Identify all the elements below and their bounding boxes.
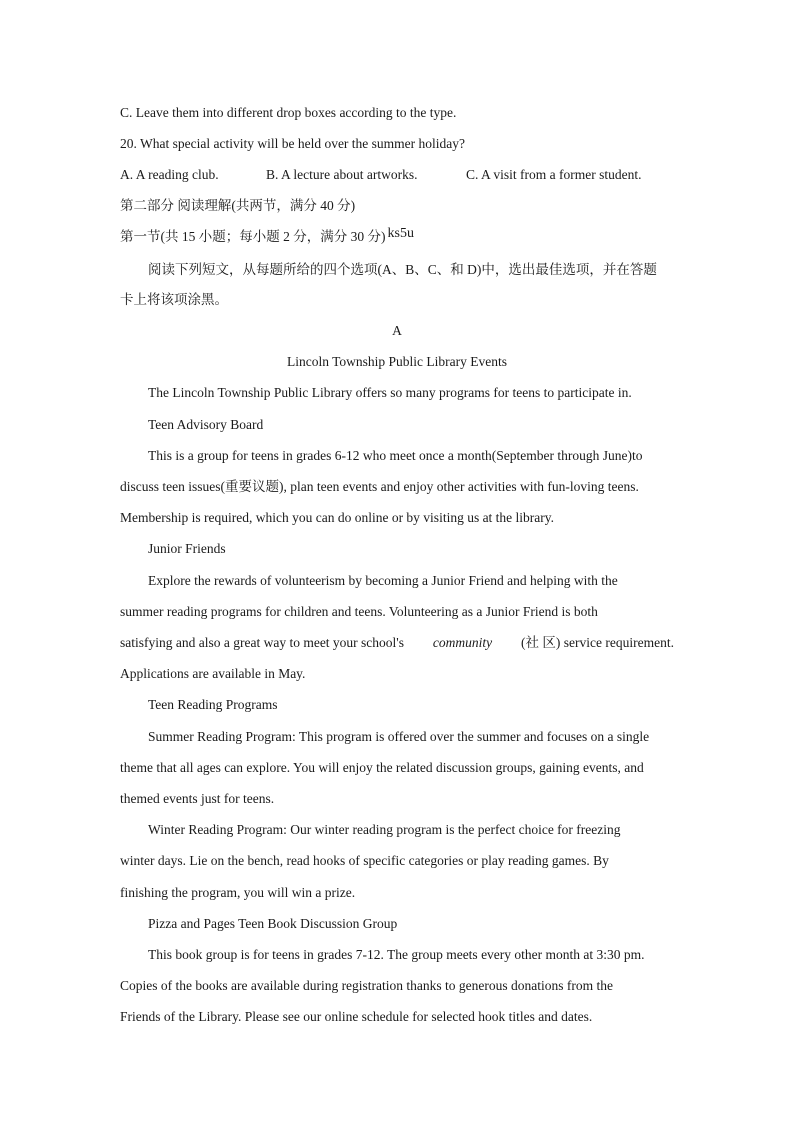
summer-program-line-3: themed events just for teens. — [120, 791, 275, 806]
junior-friends-line-3-end: (社 区) service requirement. — [521, 635, 674, 650]
junior-friends-line-1: Explore the rewards of volunteerism by becoming a Junior Friend and helping with the — [148, 573, 618, 588]
pizza-pages-line-1: This book group is for teens in grades 7-12. The group meets every other month at 3:30 pm. — [148, 947, 645, 962]
summer-program-line-1: Summer Reading Program: This program is offered over the summer and focuses on a single — [148, 729, 650, 744]
q20-question: 20. What special activity will be held over the summer holiday? — [120, 136, 466, 151]
pizza-pages-line-3: Friends of the Library. Please see our online schedule for selected hook titles and dates. — [120, 1009, 593, 1024]
pizza-pages-line-2: Copies of the books are available during registration thanks to generous donations from the — [120, 978, 614, 993]
passage-intro: The Lincoln Township Public Library offers so many programs for teens to participate in. — [148, 385, 632, 400]
teen-advisory-line-2: discuss teen issues(重要议题), plan teen events and enjoy other activities with fun-loving teens. — [120, 479, 639, 494]
q20-options — [120, 166, 674, 184]
winter-program-line-2: winter days. Lie on the bench, read hooks of specific categories or play reading games. By — [120, 853, 609, 868]
winter-program-line-3: finishing the program, you will win a prize. — [120, 885, 356, 900]
teen-advisory-line-3: Membership is required, which you can do online or by visiting us at the library. — [120, 510, 555, 525]
junior-friends-line-2: summer reading programs for children and teens. Volunteering as a Junior Friend is both — [120, 604, 598, 619]
section-one-heading-row — [120, 228, 674, 247]
instructions-line-1: 阅读下列短文，从每题所给的四个选项(A、B、C、和 D)中，选出最佳选项，并在答题 — [148, 262, 657, 277]
watermark-text: ks5u — [387, 226, 414, 241]
teen-reading-heading: Teen Reading Programs — [148, 697, 278, 712]
junior-friends-line-4: Applications are available in May. — [120, 666, 306, 681]
teen-advisory-heading: Teen Advisory Board — [148, 417, 264, 432]
summer-program-line-2: theme that all ages can explore. You will enjoy the related discussion groups, gaining events, and — [120, 760, 644, 775]
community-word: community — [432, 635, 493, 650]
section-one-heading: 第一节(共 15 小题；每小题 2 分，满分 30 分) — [120, 229, 386, 244]
q20-option-c: C. A visit from a former student. — [466, 167, 642, 182]
passage-title: Lincoln Township Public Library Events — [286, 354, 508, 369]
winter-program-line-1: Winter Reading Program: Our winter reading program is the perfect choice for freezing — [148, 822, 621, 837]
q19-option-c: C. Leave them into different drop boxes according to the type. — [120, 105, 457, 120]
part-two-heading: 第二部分 阅读理解(共两节，满分 40 分) — [120, 198, 356, 213]
junior-friends-line-3-start: satisfying and also a great way to meet your school's — [120, 635, 404, 650]
q20-option-b: B. A lecture about artworks. — [266, 167, 418, 182]
junior-friends-heading: Junior Friends — [148, 541, 226, 556]
pizza-pages-heading: Pizza and Pages Teen Book Discussion Group — [148, 916, 398, 931]
passage-letter: A — [392, 323, 402, 338]
teen-advisory-line-1: This is a group for teens in grades 6-12 who meet once a month(September through June)to — [148, 448, 643, 463]
q20-option-a: A. A reading club. — [120, 167, 219, 182]
instructions-line-2: 卡上将该项涂黑。 — [120, 292, 228, 307]
junior-friends-line-3 — [120, 634, 674, 652]
